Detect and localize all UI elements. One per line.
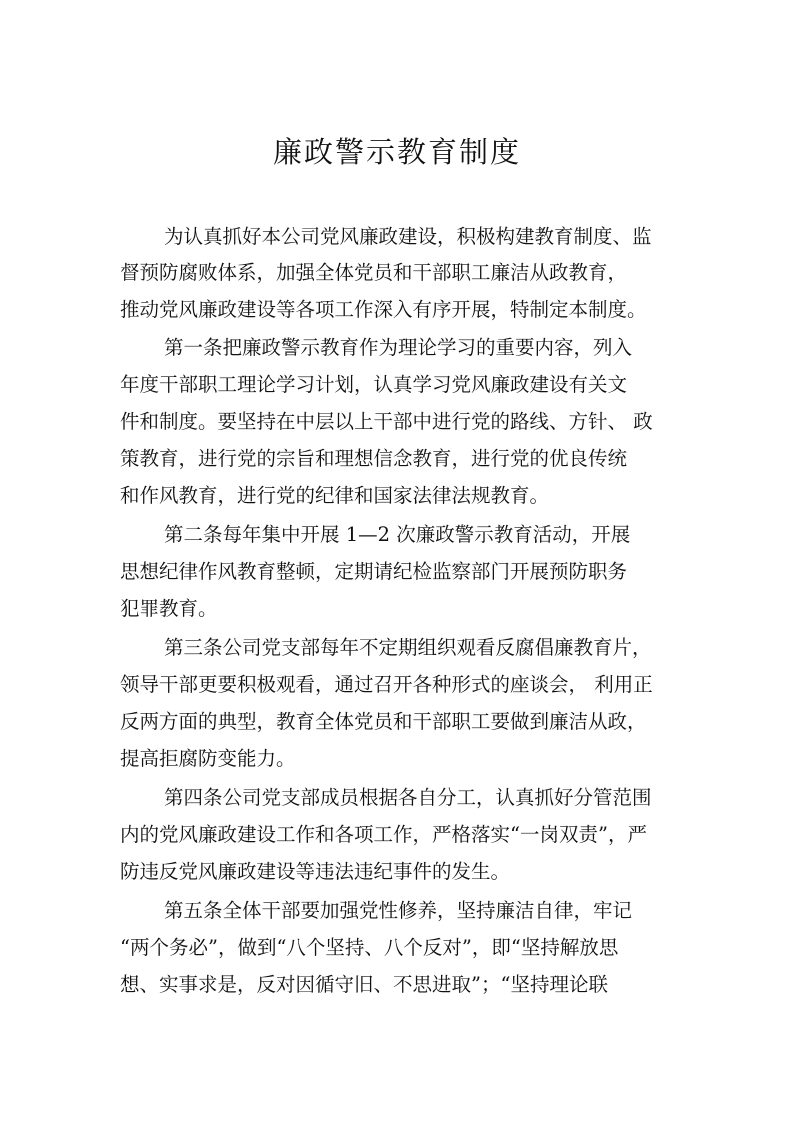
- paragraph-line: “两个务必”，做到“八个坚持、八个反对”，即“坚持解放思: [120, 936, 619, 959]
- paragraph-line: 提高拒腐防变能力。: [120, 747, 296, 770]
- paragraph-line: 督预防腐败体系，加强全体党员和干部职工廉洁从政教育，: [120, 261, 628, 284]
- paragraph-line: 第四条公司党支部成员根据各自分工，认真抓好分管范围: [164, 786, 652, 809]
- paragraph-line: 第一条把廉政警示教育作为理论学习的重要内容，列入: [164, 336, 633, 359]
- paragraph-line: 年度干部职工理论学习计划，认真学习党风廉政建设有关文: [120, 373, 628, 396]
- paragraph-line: 防违反党风廉政建设等违法违纪事件的发生。: [120, 860, 511, 883]
- paragraph-line: 件和制度。要坚持在中层以上干部中进行党的路线、方针、 政: [120, 410, 653, 433]
- paragraph-line: 内的党风廉政建设工作和各项工作，严格落实“一岗双责”，严: [120, 823, 647, 846]
- paragraph-line: 策教育，进行党的宗旨和理想信念教育，进行党的优良传统: [120, 447, 628, 470]
- paragraph-line: 推动党风廉政建设等各项工作深入有序开展，特制定本制度。: [120, 298, 647, 321]
- paragraph-line: 第五条全体干部要加强党性修养，坚持廉洁自律，牢记: [164, 899, 633, 922]
- document-title: 廉政警示教育制度: [272, 135, 521, 169]
- paragraph-line: 思想纪律作风教育整顿，定期请纪检监察部门开展预防职务: [120, 560, 628, 583]
- paragraph-line: 和作风教育，进行党的纪律和国家法律法规教育。: [120, 484, 550, 507]
- paragraph-line: 第三条公司党支部每年不定期组织观看反腐倡廉教育片，: [164, 636, 652, 659]
- paragraph-line: 想、实事求是，反对因循守旧、不思进取”；“坚持理论联: [120, 973, 608, 996]
- paragraph-line: 领导干部更要积极观看，通过召开各种形式的座谈会， 利用正: [120, 673, 653, 696]
- paragraph-line: 犯罪教育。: [120, 597, 218, 620]
- paragraph-line: 第二条每年集中开展 1—2 次廉政警示教育活动，开展: [164, 523, 631, 546]
- paragraph-line: 为认真抓好本公司党风廉政建设，积极构建教育制度、监: [164, 225, 652, 248]
- paragraph-line: 反两方面的典型，教育全体党员和干部职工要做到廉洁从政，: [120, 710, 647, 733]
